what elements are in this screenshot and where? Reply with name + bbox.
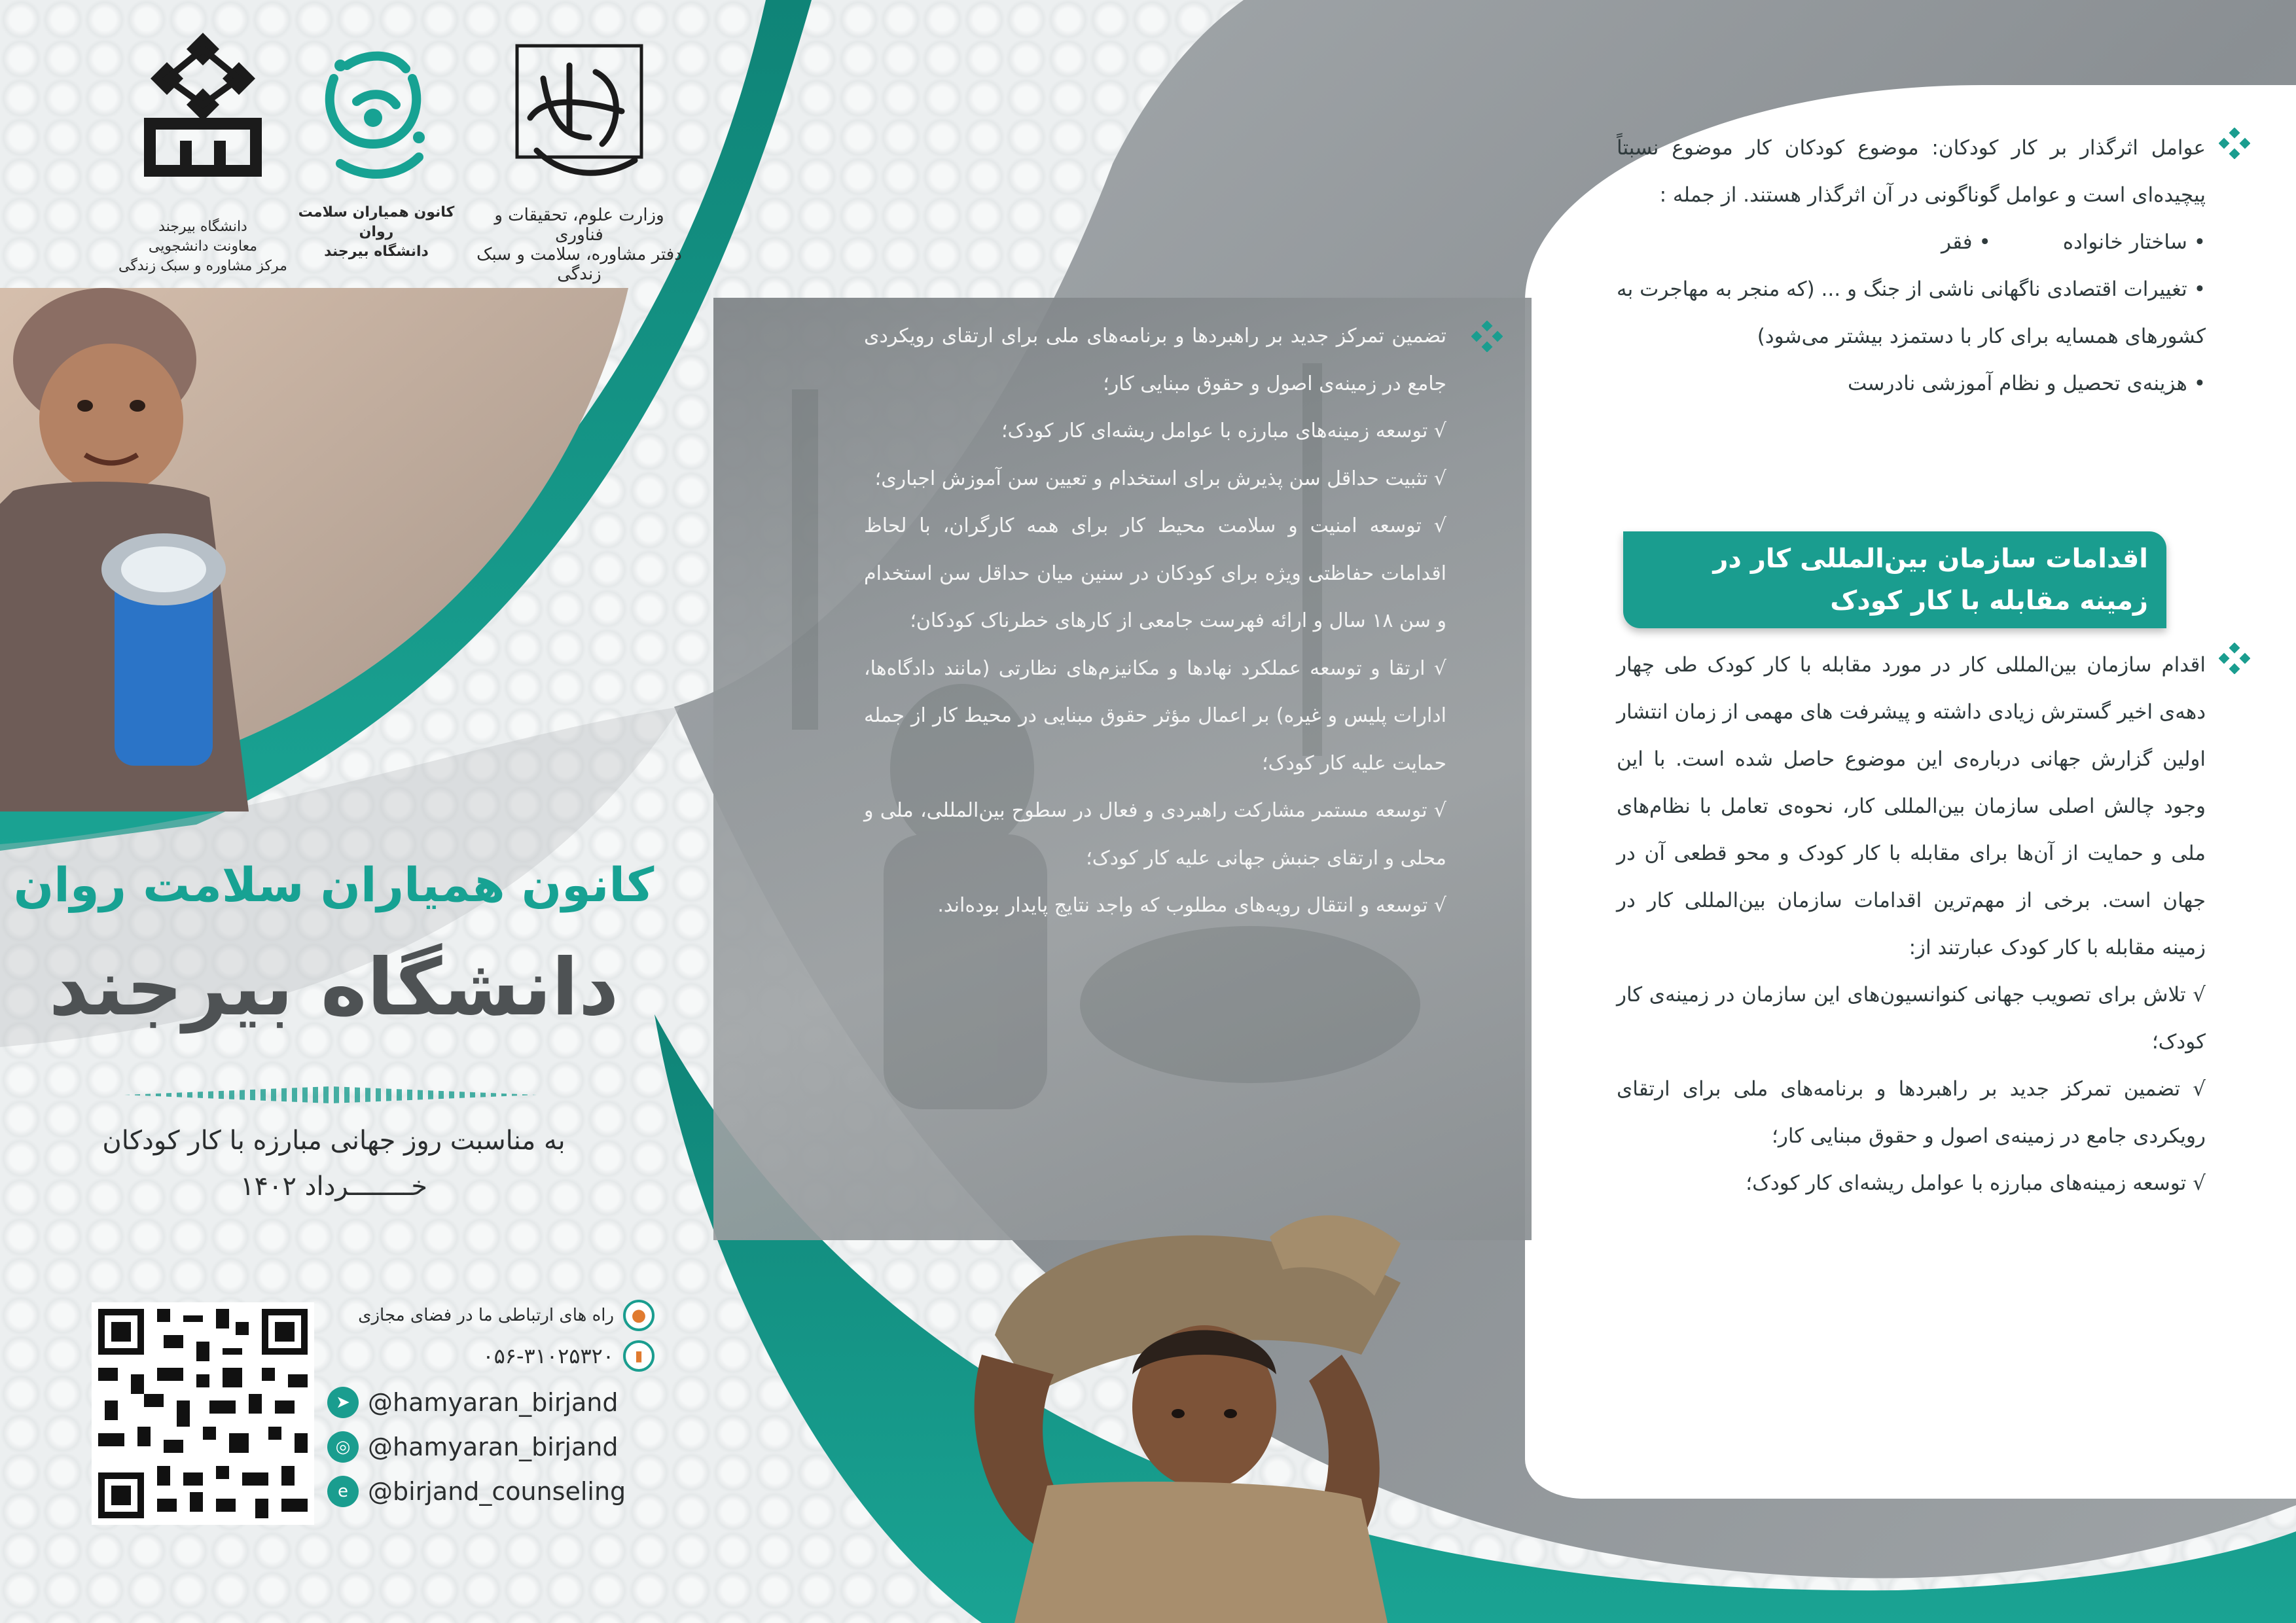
date-text: خــــــــرداد ۱۴۰۲ [240, 1171, 427, 1202]
factors-row-1 [1617, 219, 2206, 266]
location-pin-icon: ● [623, 1300, 655, 1331]
phone-icon: ▮ [623, 1340, 655, 1372]
ilo-item-2: √ تضمین تمرکز جدید بر راهبردها و برنامه‌های ملی برای ارتقای رویکردی جامع در زمینه‌ی اصول و حقوق مبنایی کار؛ [1617, 1077, 2206, 1148]
middle-item-3: √ توسعه امنیت و سلامت محیط کار برای همه کارگران، با لحاظ اقدامات حفاظتی ویژه برای کودکان در سنین میان حداقل سن استخدام و سن ۱۸ سال و ارائه فهرست جامعی از کارهای خطرناک کودکان؛ [864, 514, 1446, 632]
occasion-text: به مناسبت روز جهانی مبارزه با کار کودکان [102, 1126, 565, 1156]
contact-header: راه های ارتباطی ما در فضای مجازی [358, 1306, 614, 1325]
child-photo-top [0, 288, 655, 812]
instagram-icon: ◎ [327, 1431, 359, 1463]
telegram-icon: ➤ [327, 1387, 359, 1418]
logo-hamyaran [295, 39, 458, 262]
middle-column [864, 313, 1446, 930]
telegram-handle[interactable]: @hamyaran_birjand [368, 1388, 619, 1417]
contact-list [327, 1299, 655, 1514]
brand-title-2: دانشگاه بیرجند [48, 942, 619, 1033]
child-photo-bottom [942, 1204, 1440, 1623]
ilo-section-title: اقدامات سازمان بین‌المللی کار در زمینه مقابله با کار کودک [1713, 544, 2148, 616]
hamyaran-caption-2: دانشگاه بیرجند [324, 243, 429, 260]
middle-item-4: √ ارتقا و توسعه عملکرد نهادها و مکانیزم‌های نظارتی (مانند دادگاه‌ها، ادارات پلیس و غیره) بر اعمال مؤثر حقوق مبنایی در محیط کار از جمله حمایت علیه کار کودک؛ [864, 656, 1446, 775]
ministry-caption-1: وزارت علوم، تحقیقات و فناوری [494, 205, 664, 245]
right-teal-bullet-icon-1 [2219, 128, 2250, 159]
middle-item-5: √ توسعه مستمر مشارکت راهبردی و فعال در سطوح بین‌المللی، ملی و محلی و ارتقای جنبش جهانی علیه کار کودک؛ [864, 799, 1446, 870]
middle-teal-bullet-icon [1471, 321, 1503, 352]
ilo-intro: اقدام سازمان بین‌المللی کار در مورد مقابله با کار کودک طی چهار دهه‌ی اخیر گسترش زیادی داشته و پیشرفت های مهمی از زمان انتشار اولین گزارش جهانی درباره‌ی این موضوع حاصل شده است. با این وجود چالش اصلی سازمان بین‌المللی کار، نحوه‌ی تعامل با نظام‌های ملی و حمایت از آن‌ها برای مقابله با کار کودک و محو قطعی آن در جهان است. برخی از مهم‌ترین اقدامات سازمان بین‌المللی کار در زمینه مقابله با کار کودک عبارتند از: [1617, 653, 2206, 959]
birjand-emblem-icon [115, 26, 291, 190]
middle-intro: تضمین تمرکز جدید بر راهبردها و برنامه‌های ملی برای ارتقای رویکردی جامع در زمینه‌ی اصول و حقوق مبنایی کار؛ [864, 325, 1446, 395]
factor-4: • هزینه‌ی تحصیل و نظام آموزشی نادرست [1847, 372, 2206, 395]
birjand-caption-3: مرکز مشاوره و سبک زندگی [118, 258, 287, 274]
ilo-section-title-box [1623, 531, 2166, 628]
eitaa-icon: e [327, 1476, 359, 1507]
ilo-item-3: √ توسعه زمینه‌های مبارزه با عوامل ریشه‌ای کار کودک؛ [1746, 1171, 2206, 1195]
ministry-caption-2: دفتر مشاوره، سلامت و سبک زندگی [476, 245, 682, 284]
right-teal-bullet-icon-2 [2219, 643, 2250, 674]
phone-number[interactable]: ۰۵۶-۳۱۰۲۵۳۲۰ [482, 1344, 614, 1368]
factor-2: • فقر [1941, 230, 1991, 254]
ministry-calligraphy-icon [471, 39, 687, 203]
middle-item-1: √ توسعه زمینه‌های مبارزه با عوامل ریشه‌ای کار کودک؛ [1001, 419, 1446, 442]
logo-birjand-university [115, 26, 291, 275]
factor-1: • ساختار خانواده [2062, 230, 2206, 254]
hamyaran-emblem-icon [295, 39, 458, 190]
right-factors-block [1617, 124, 2206, 407]
brand-title-1: کانون همیاران سلامت روان [13, 857, 655, 912]
middle-item-2: √ تثبیت حداقل سن پذیرش برای استخدام و تعیین سن آموزش اجباری؛ [874, 467, 1446, 490]
logo-ministry [471, 39, 687, 284]
qr-code[interactable] [92, 1302, 314, 1525]
middle-item-6: √ توسعه و انتقال رویه‌های مطلوب که واجد نتایج پایدار بوده‌اند. [937, 894, 1446, 917]
birjand-caption-1: دانشگاه بیرجند [158, 219, 247, 235]
right-ilo-block [1617, 641, 2206, 1207]
instagram-handle[interactable]: @hamyaran_birjand [368, 1433, 619, 1461]
ilo-item-1: √ تلاش برای تصویب جهانی کنوانسیون‌های این سازمان در زمینه‌ی کار کودک؛ [1617, 983, 2206, 1054]
birjand-caption-2: معاونت دانشجویی [148, 238, 258, 255]
factor-3: • تغییرات اقتصادی ناگهانی ناشی از جنگ و ... (که منجر به مهاجرت به کشورهای همسایه برای کار با دستمزد بیشتر می‌شود) [1617, 277, 2206, 348]
hamyaran-caption-1: کانون همیاران سلامت روان [298, 204, 455, 240]
factors-intro: عوامل اثرگذار بر کار کودکان: موضوع کودکان کار موضوع نسبتاً پیچیده‌ای است و عوامل گوناگونی در آن اثرگذار هستند. از جمله : [1617, 136, 2206, 207]
eitaa-handle[interactable]: @birjand_counseling [368, 1477, 626, 1506]
